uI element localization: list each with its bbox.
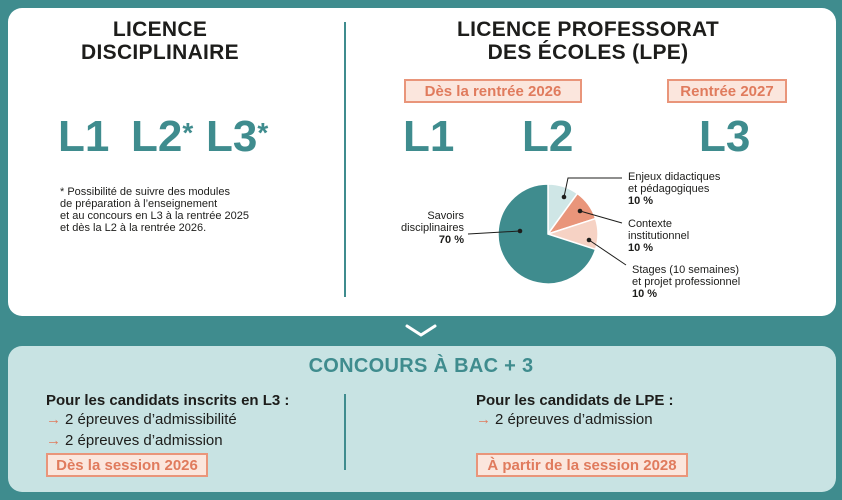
vertical-divider: [344, 394, 346, 470]
arrow-right-icon: →: [476, 411, 491, 428]
title-line-2: DES ÉCOLES (LPE): [487, 41, 689, 64]
asterisk: *: [257, 117, 269, 148]
badge-rentree-2026: Dès la rentrée 2026: [404, 79, 582, 103]
candidats-lpe-heading: Pour les candidats de LPE :: [476, 392, 674, 409]
concours-title: CONCOURS À BAC + 3: [308, 355, 534, 377]
badge-rentree-2027: Rentrée 2027: [667, 79, 787, 103]
title-line-2: DISCIPLINAIRE: [81, 41, 239, 64]
pie-label-stages: Stages (10 semaines) et projet professionnel 10 %: [632, 264, 741, 300]
list-item: → 2 épreuves d’admission: [46, 432, 223, 449]
pie-label-savoirs: Savoirs disciplinaires 70 %: [401, 210, 464, 246]
year-l3-disciplinaire: L3*: [206, 112, 269, 161]
year-l1-lpe: L1: [403, 112, 455, 161]
pie-label-contexte: Contexte institutionnel 10 %: [628, 218, 690, 254]
leader-dot: [578, 209, 583, 214]
leader-dot: [562, 195, 567, 200]
badge-session-2026: Dès la session 2026: [46, 453, 208, 477]
year-l2-lpe: L2: [522, 112, 574, 161]
title-line-1: LICENCE: [112, 18, 208, 41]
asterisk: *: [182, 117, 194, 148]
list-item: → 2 épreuves d’admissibilité: [46, 411, 237, 428]
footnote-line: et au concours en L3 à la rentrée 2025: [60, 210, 249, 222]
year-l1-disciplinaire: L1: [58, 112, 110, 161]
candidats-l3-heading: Pour les candidats inscrits en L3 :: [46, 392, 290, 409]
footnote-line: de préparation à l’enseignement: [60, 198, 218, 210]
leader-dot: [518, 229, 523, 234]
year-l2-disciplinaire: L2*: [131, 112, 194, 161]
arrow-right-icon: →: [46, 411, 61, 428]
footnote-line: et dès la L2 à la rentrée 2026.: [60, 222, 207, 234]
list-item: → 2 épreuves d’admission: [476, 411, 653, 428]
arrow-right-icon: →: [46, 432, 61, 449]
badge-session-2028: À partir de la session 2028: [476, 453, 688, 477]
year-l3-lpe: L3: [699, 112, 751, 161]
title-line-1: LICENCE PROFESSORAT: [457, 18, 719, 41]
pie-label-enjeux: Enjeux didactiques et pédagogiques 10 %: [628, 171, 721, 207]
leader-dot: [587, 238, 592, 243]
chevron-down-icon: [405, 323, 437, 337]
footnote-line: * Possibilité de suivre des modules: [60, 186, 230, 198]
